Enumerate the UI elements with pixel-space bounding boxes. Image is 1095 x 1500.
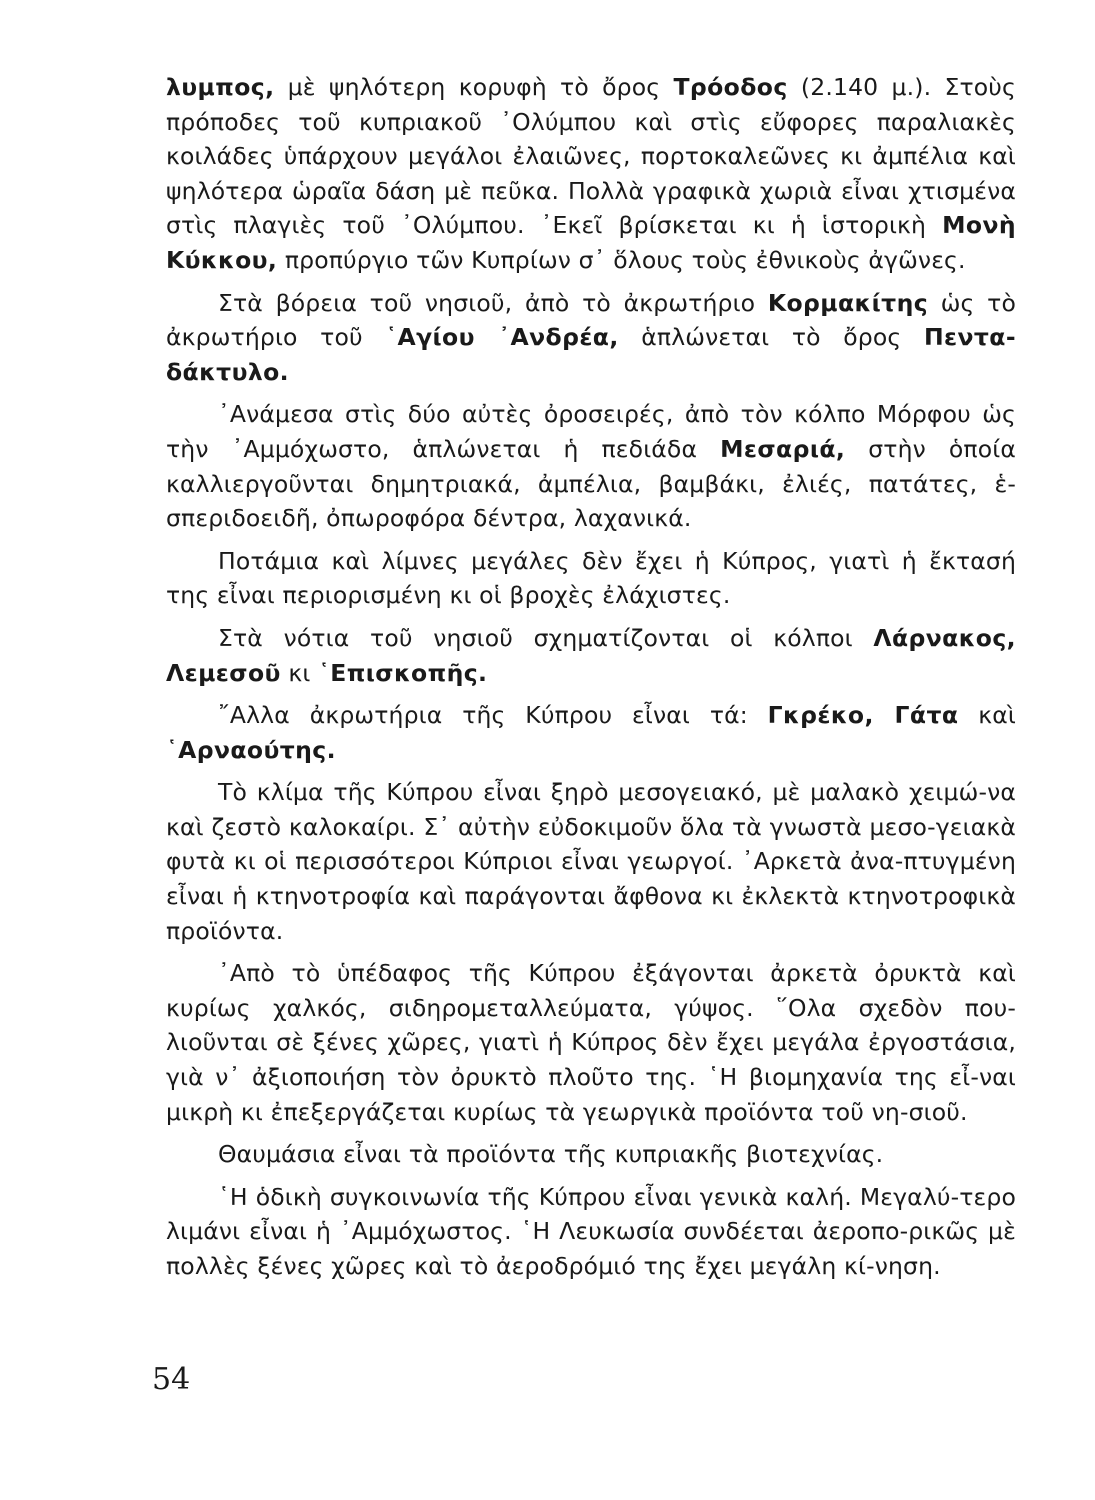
bold-term: ῾Αρναούτης. (166, 735, 336, 764)
page-number: 54 (152, 1362, 191, 1397)
text-run: Ποτάμια καὶ λίμνες μεγάλες δὲν ἔχει ἡ Κύπρος, γιατὶ ἡ ἔκτασή της εἶναι περιορισμένη κι οἱ βροχὲς ἐλάχιστες. (166, 546, 1016, 610)
text-run: Στὰ βόρεια τοῦ νησιοῦ, ἀπὸ τὸ ἀκρωτήριο (218, 288, 768, 317)
text-run: μὲ ψηλότερη κορυφὴ τὸ ὄρος (274, 73, 674, 101)
paragraph (166, 397, 1016, 535)
paragraph (166, 621, 1016, 690)
bold-term: Γκρέκο, Γάτα (767, 701, 959, 730)
text-run: προπύργιο τῶν Κυπρίων σ᾿ ὅλους τοὺς ἐθνικοὺς ἀγῶνες. (277, 245, 966, 274)
text-run: ἁπλώνεται τὸ ὄρος (618, 323, 924, 352)
bold-term: λυμπος, (166, 73, 275, 101)
paragraph (166, 544, 1016, 613)
bold-term: Λάρνακος, Λεμεσοῦ (166, 623, 1016, 687)
paragraph (166, 956, 1016, 1129)
text-run: Τὸ κλίμα τῆς Κύπρου εἶναι ξηρὸ μεσογειακό, μὲ μαλακὸ χειμώ-να καὶ ζεστὸ καλοκαίρι. Σ᾿ αὐτὴν εὐδοκιμοῦν ὅλα τὰ γνωστὰ μεσο-γειακὰ φυτὰ κι οἱ περισσότεροι Κύπριοι εἶναι γεωργοί. ᾿Αρκετὰ ἀνα-πτυγμένη εἶναι ἡ κτηνοτροφία καὶ παράγονται ἄφθονα κι ἐκλεκτὰ κτηνοτροφικὰ προϊόντα. (166, 778, 1016, 945)
text-run: κι (280, 658, 319, 687)
paragraph (166, 698, 1016, 767)
paragraph (166, 775, 1016, 948)
text-run: Θαυμάσια εἶναι τὰ προϊόντα τῆς κυπριακῆς βιοτεχνίας. (218, 1140, 884, 1169)
text-run: (2.140 μ.). Στοὺς πρόποδες τοῦ κυπριακοῦ ᾿Ολύμπου καὶ στὶς εὔφορες παραλιακὲς κοιλάδες ὑπάρχουν μεγάλοι ἐλαιῶνες, πορτοκαλεῶνες κι ἀμπέλια καὶ ψηλότερα ὡραῖα δάση μὲ πεῦκα. Πολλὰ γραφικὰ χωριὰ εἶναι χτισμένα στὶς πλαγιὲς τοῦ ᾿Ολύμπου. ᾿Εκεῖ βρίσκεται κι ἡ ἱστορικὴ (166, 73, 1016, 240)
text-run: ῾Η ὁδικὴ συγκοινωνία τῆς Κύπρου εἶναι γενικὰ καλή. Μεγαλύ-τερο λιμάνι εἶναι ἡ ᾿Αμμόχωστος. ῾Η Λευκωσία συνδέεται ἀεροπο-ρικῶς μὲ πολλὲς ξένες χῶρες καὶ τὸ ἀεροδρόμιό της ἔχει μεγάλη κί-νηση. (166, 1182, 1016, 1280)
bold-term: Μεσαριά, (720, 434, 846, 463)
text-run: στὴν ὁποία καλλιεργοῦνται δημητριακά, ἀμπέλια, βαμβάκι, ἐλιές, πατάτες, ἑ-σπεριδοειδῆ, ὀπωροφόρα δέντρα, λαχανικά. (166, 434, 1017, 533)
text-run: ῎Αλλα ἀκρωτήρια τῆς Κύπρου εἶναι τά: (218, 701, 768, 730)
bold-term: Πεντα-δάκτυλο. (166, 323, 1016, 386)
body-text (166, 70, 1016, 1292)
paragraph (166, 286, 1016, 390)
paragraph (166, 1137, 1016, 1172)
bold-term: Κορμακίτης (767, 288, 929, 317)
bold-term: ῾Επισκοπῆς. (318, 658, 488, 687)
text-run: ᾿Ανάμεσα στὶς δύο αὐτὲς ὀροσειρές, ἀπὸ τὸν κόλπο Μόρφου ὡς τὴν ᾿Αμμόχωστο, ἁπλώνεται ἡ πεδιάδα (166, 400, 1016, 463)
paragraph (166, 70, 1016, 278)
bold-term: ῾Αγίου ᾿Ανδρέα, (385, 323, 619, 352)
paragraph (166, 1180, 1016, 1284)
text-run: ὡς τὸ ἀκρωτήριο τοῦ (166, 288, 1017, 352)
bold-term: Μονὴ Κύκκου, (166, 211, 1016, 274)
text-run: καὶ (958, 701, 1016, 730)
text-run: ᾿Απὸ τὸ ὑπέδαφος τῆς Κύπρου ἐξάγονται ἀρκετὰ ὀρυκτὰ καὶ κυρίως χαλκός, σιδηρομεταλλεύματα, γύψος. ῞Ολα σχεδὸν που-λιοῦνται σὲ ξένες χῶρες, γιατὶ ἡ Κύπρος δὲν ἔχει μεγάλα ἐργοστάσια, γιὰ ν᾿ ἀξιοποιήση τὸν ὀρυκτὸ πλοῦτο της. ῾Η βιομηχανία της εἶ-ναι μικρὴ κι ἐπεξεργάζεται κυρίως τὰ γεωργικὰ προϊόντα τοῦ νη-σιοῦ. (166, 959, 1016, 1126)
bold-term: Τρόοδος (673, 73, 788, 101)
text-run: Στὰ νότια τοῦ νησιοῦ σχηματίζονται οἱ κόλποι (218, 623, 874, 652)
